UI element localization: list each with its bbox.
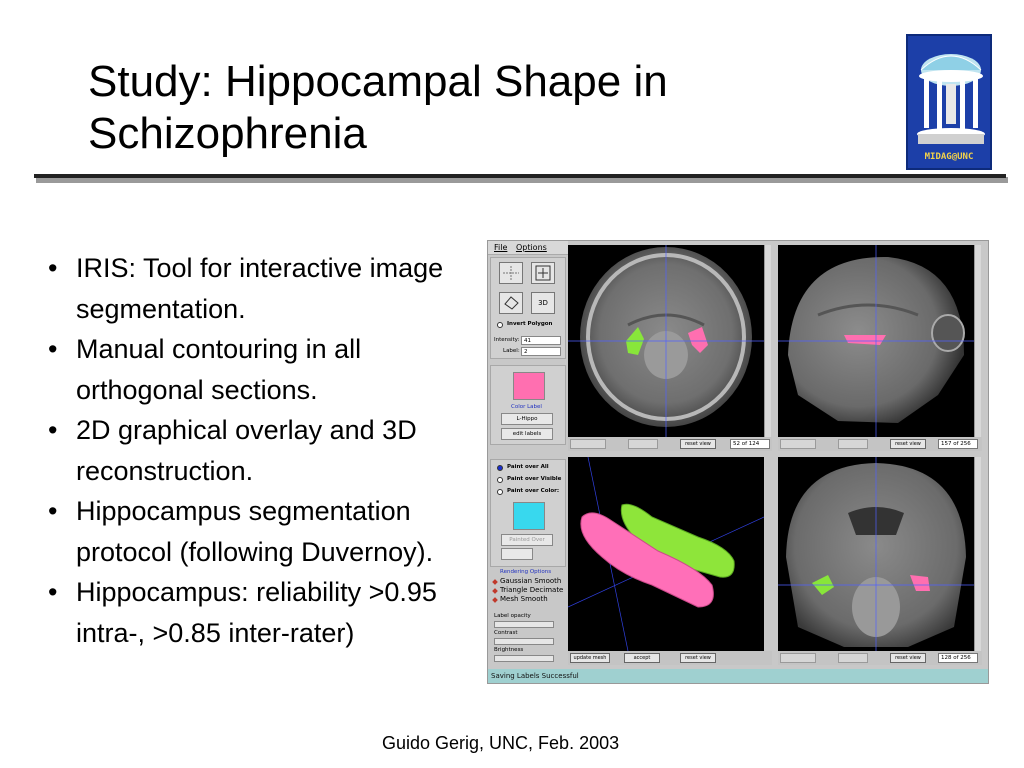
bullet-item: • 2D graphical overlay and 3D reconstruction. xyxy=(48,410,460,491)
menu-file[interactable]: File xyxy=(494,243,508,252)
paint-over-all-radio[interactable] xyxy=(497,465,503,471)
bullet-list xyxy=(48,248,460,653)
sagittal-toolbar xyxy=(778,437,982,451)
sagittal-scrollbar[interactable] xyxy=(974,245,981,437)
update-mesh-button[interactable]: update mesh xyxy=(570,653,610,663)
3d-render-view[interactable] xyxy=(568,457,764,651)
move-icon xyxy=(534,265,552,281)
slide-title: Study: Hippocampal Shape in Schizophrenia xyxy=(88,57,668,158)
label-opacity-slider[interactable] xyxy=(494,621,554,628)
gaussian-smooth-marker xyxy=(492,579,498,585)
contrast-slider[interactable] xyxy=(494,638,554,645)
sagittal-action-1[interactable] xyxy=(780,439,816,449)
axial-view[interactable] xyxy=(568,245,764,437)
color-label-panel xyxy=(490,365,566,445)
coronal-action-2[interactable] xyxy=(838,653,868,663)
paint-panel xyxy=(490,459,566,567)
status-bar: Saving Labels Successful xyxy=(488,669,988,683)
bullet-item: • Hippocampus segmentation protocol (following Duvernoy). xyxy=(48,491,460,572)
color-label-caption: Color Label xyxy=(511,404,542,410)
iris-window xyxy=(487,240,989,684)
intensity-field[interactable]: 41 xyxy=(521,336,561,345)
coronal-slice-counter[interactable]: 128 of 256 xyxy=(938,653,978,663)
axial-toolbar xyxy=(568,437,772,451)
triangle-decimate-option[interactable]: Triangle Decimate xyxy=(500,586,564,594)
bullet-item: • IRIS: Tool for interactive image segmentation. xyxy=(48,248,460,329)
axial-action-2[interactable] xyxy=(628,439,658,449)
invert-polygon-toggle[interactable] xyxy=(497,322,503,328)
sagittal-view[interactable] xyxy=(778,245,974,437)
accept-button[interactable]: accept xyxy=(624,653,660,663)
sagittal-slice-counter[interactable]: 157 of 256 xyxy=(938,439,978,449)
menu-bar xyxy=(488,241,568,255)
painted-over-button[interactable]: Painted Over xyxy=(501,534,553,546)
triangle-decimate-marker xyxy=(492,588,498,594)
gaussian-smooth-option[interactable]: Gaussian Smooth xyxy=(500,577,562,585)
zoom-pan-tool-button[interactable] xyxy=(531,262,555,284)
paint-over-color-label: Paint over Color: xyxy=(507,488,560,494)
logo-text: MIDAG@UNC xyxy=(924,152,974,162)
invert-polygon-label: Invert Polygon xyxy=(507,321,553,327)
coronal-view[interactable] xyxy=(778,457,974,651)
polygon-tool-button[interactable] xyxy=(499,292,523,314)
label-number-label: Label: xyxy=(503,348,520,354)
axial-reset-view-button[interactable]: reset view xyxy=(680,439,716,449)
crosshair-icon xyxy=(502,265,520,281)
mesh-smooth-marker xyxy=(492,597,498,603)
paint-color-swatch[interactable] xyxy=(513,502,545,530)
3d-toolbar xyxy=(568,651,772,665)
paint-over-visible-label: Paint over Visible xyxy=(507,476,562,482)
sagittal-reset-view-button[interactable]: reset view xyxy=(890,439,926,449)
edit-labels-button[interactable]: edit labels xyxy=(501,428,553,440)
polygon-icon xyxy=(502,295,520,311)
old-well-icon xyxy=(908,36,992,170)
bullet-item: • Manual contouring in all orthogonal sections. xyxy=(48,329,460,410)
paint-over-color-radio[interactable] xyxy=(497,489,503,495)
coronal-reset-view-button[interactable]: reset view xyxy=(890,653,926,663)
media-button[interactable] xyxy=(501,548,533,560)
menu-options[interactable]: Options xyxy=(515,243,547,252)
3d-tool-button[interactable] xyxy=(531,292,555,314)
paint-over-all-label: Paint over All xyxy=(507,464,549,470)
bullet-item: • Hippocampus: reliability >0.95 intra-, >0.85 inter-rater) xyxy=(48,572,460,653)
crosshair-tool-button[interactable] xyxy=(499,262,523,284)
axial-slice-counter[interactable]: 52 of 124 xyxy=(730,439,770,449)
3d-tool-label: 3D xyxy=(538,299,548,307)
label-number-field[interactable]: 2 xyxy=(521,347,561,356)
color-label-swatch[interactable] xyxy=(513,372,545,400)
mesh-smooth-option[interactable]: Mesh Smooth xyxy=(500,595,548,603)
coronal-scrollbar[interactable] xyxy=(974,457,981,651)
tool-panel xyxy=(490,257,566,359)
rendering-options-title: Rendering Options xyxy=(500,569,552,575)
coronal-toolbar xyxy=(778,651,982,665)
3d-reset-view-button[interactable]: reset view xyxy=(680,653,716,663)
label-name-select[interactable]: L-Hippo xyxy=(501,413,553,425)
midag-logo xyxy=(906,34,992,170)
brightness-label: Brightness xyxy=(494,647,524,653)
intensity-label: Intensity: xyxy=(494,337,520,343)
contrast-label: Contrast xyxy=(494,630,518,636)
slide-footer: Guido Gerig, UNC, Feb. 2003 xyxy=(382,733,620,753)
brightness-slider[interactable] xyxy=(494,655,554,662)
axial-scrollbar[interactable] xyxy=(764,245,771,437)
paint-over-visible-radio[interactable] xyxy=(497,477,503,483)
label-opacity-label: Label opacity xyxy=(494,613,531,619)
sagittal-action-2[interactable] xyxy=(838,439,868,449)
coronal-action-1[interactable] xyxy=(780,653,816,663)
axial-action-1[interactable] xyxy=(570,439,606,449)
title-rule xyxy=(34,174,1006,178)
